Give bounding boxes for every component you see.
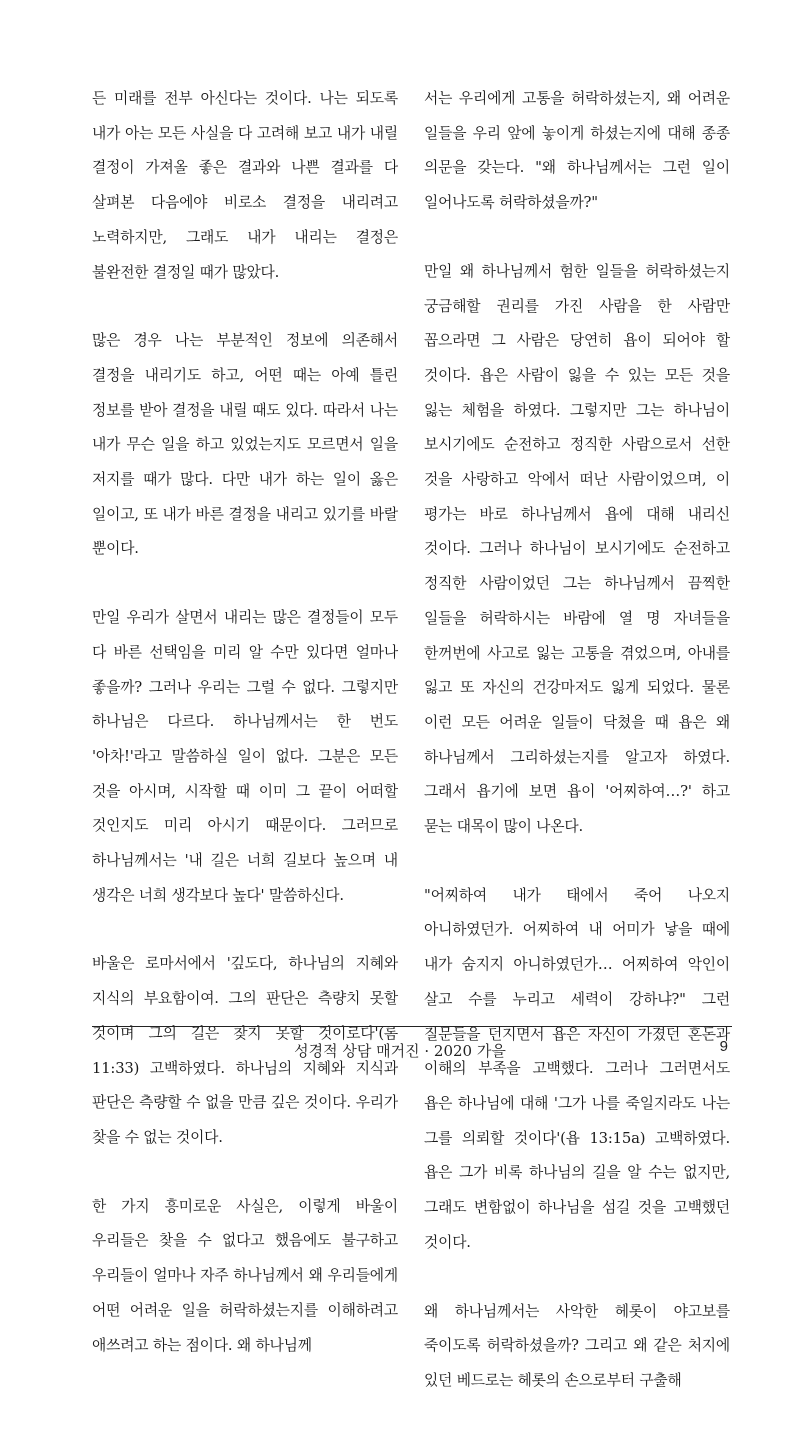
paragraph: "어찌하여 내가 태에서 죽어 나오지 아니하였던가. 어찌하여 내 어미가 낳을 때에 내가 숨지지 아니하였던가… 어찌하여 악인이 살고 수를 누리고 세력이 강하냐?" 그런 질문들을 던지면서 욥은 자신이 가졌던 혼돈과 이해의 부족을 고백했다. 그러나 그러면서도 욥은 하나님에 대해 '그가 나를 죽일지라도 나는 그를 의뢰할 것이다'(욥 13:15a) 고백하였다. 욥은 그가 비록 하나님의 길을 알 수는 없지만, 그래도 변함없이 하나님을 섬길 것을 고백했던 것이다. [424,886,730,1251]
page-number: 9 [719,1038,728,1055]
left-column [92,82,398,1397]
paragraph: 바울은 로마서에서 '깊도다, 하나님의 지혜와 지식의 부요함이여. 그의 판단은 측량치 못할 것이며 그의 길은 찾지 못할 것이로다'(롬 11:33) 고백하였다. 하나님의 지혜와 지식과 판단은 측량할 수 없을 만큼 깊은 것이다. 우리가 찾을 수 없는 것이다. [92,955,398,1146]
paragraph: 많은 경우 나는 부분적인 정보에 의존해서 결정을 내리기도 하고, 어떤 때는 아예 틀린 정보를 받아 결정을 내릴 때도 있다. 따라서 나는 내가 무슨 일을 하고 있었는지도 모르면서 일을 저지를 때가 많다. 다만 내가 하는 일이 옳은 일이고, 또 내가 바른 결정을 내리고 있기를 바랄 뿐이다. [92,332,398,558]
footer-divider [92,1026,732,1027]
footer-magazine-title: 성경적 상담 매거진 · 2020 가을 [294,1042,506,1060]
paragraph: 만일 우리가 살면서 내리는 많은 결정들이 모두 다 바른 선택임을 미리 알 수만 있다면 얼마나 좋을까? 그러나 우리는 그럴 수 없다. 그렇지만 하나님은 다르다. 하나님께서는 한 번도 '아차!'라고 말씀하실 일이 없다. 그분은 모든 것을 아시며, 시작할 때 이미 그 끝이 어떠할 것인지도 미리 아시기 때문이다. 그러므로 하나님께서는 '내 길은 너희 길보다 높으며 내 생각은 너희 생각보다 높다' 말씀하신다. [92,609,398,904]
paragraph: 서는 우리에게 고통을 허락하셨는지, 왜 어려운 일들을 우리 앞에 놓이게 하셨는지에 대해 종종 의문을 갖는다. "왜 하나님께서는 그런 일이 일어나도록 허락하셨을까?" [424,90,730,212]
right-column [424,82,730,1433]
paragraph: 왜 하나님께서는 사악한 헤롯이 야고보를 죽이도록 허락하셨을까? 그리고 왜 같은 처지에 있던 베드로는 헤롯의 손으로부터 구출해 [424,1302,730,1389]
paragraph: 한 가지 흥미로운 사실은, 이렇게 바울이 우리들은 찾을 수 없다고 했음에도 불구하고 우리들이 얼마나 자주 하나님께서 왜 우리들에게 어떤 어려운 일을 허락하셨는지를 이해하려고 애쓰려고 하는 점이다. 왜 하나님께 [92,1197,398,1354]
paragraph: 든 미래를 전부 아신다는 것이다. 나는 되도록 내가 아는 모든 사실을 다 고려해 보고 내가 내릴 결정이 가져올 좋은 결과와 나쁜 결과를 다 살펴본 다음에야 비로소 결정을 내리려고 노력하지만, 그래도 내가 내리는 결정은 불완전한 결정일 때가 많았다. [92,90,398,281]
paragraph: 만일 왜 하나님께서 험한 일들을 허락하셨는지 궁금해할 권리를 가진 사람을 한 사람만 꼽으라면 그 사람은 당연히 욥이 되어야 할 것이다. 욥은 사람이 잃을 수 있는 모든 것을 잃는 체험을 하였다. 그렇지만 그는 하나님이 보시기에도 순전하고 정직한 사람으로서 선한 것을 사랑하고 악에서 떠난 사람이었으며, 이 평가는 바로 하나님께서 욥에 대해 내리신 것이다. 그러나 하나님이 보시기에도 순전하고 정직한 사람이었던 그는 하나님께서 끔찍한 일들을 허락하시는 바람에 열 명 자녀들을 한꺼번에 사고로 잃는 고통을 겪었으며, 아내를 잃고 또 자신의 건강마저도 잃게 되었다. 물론 이런 모든 어려운 일들이 닥쳤을 때 욥은 왜 하나님께서 그리하셨는지를 알고자 하였다. 그래서 욥기에 보면 욥이 '어찌하여…?' 하고 묻는 대목이 많이 나온다. [424,262,730,836]
